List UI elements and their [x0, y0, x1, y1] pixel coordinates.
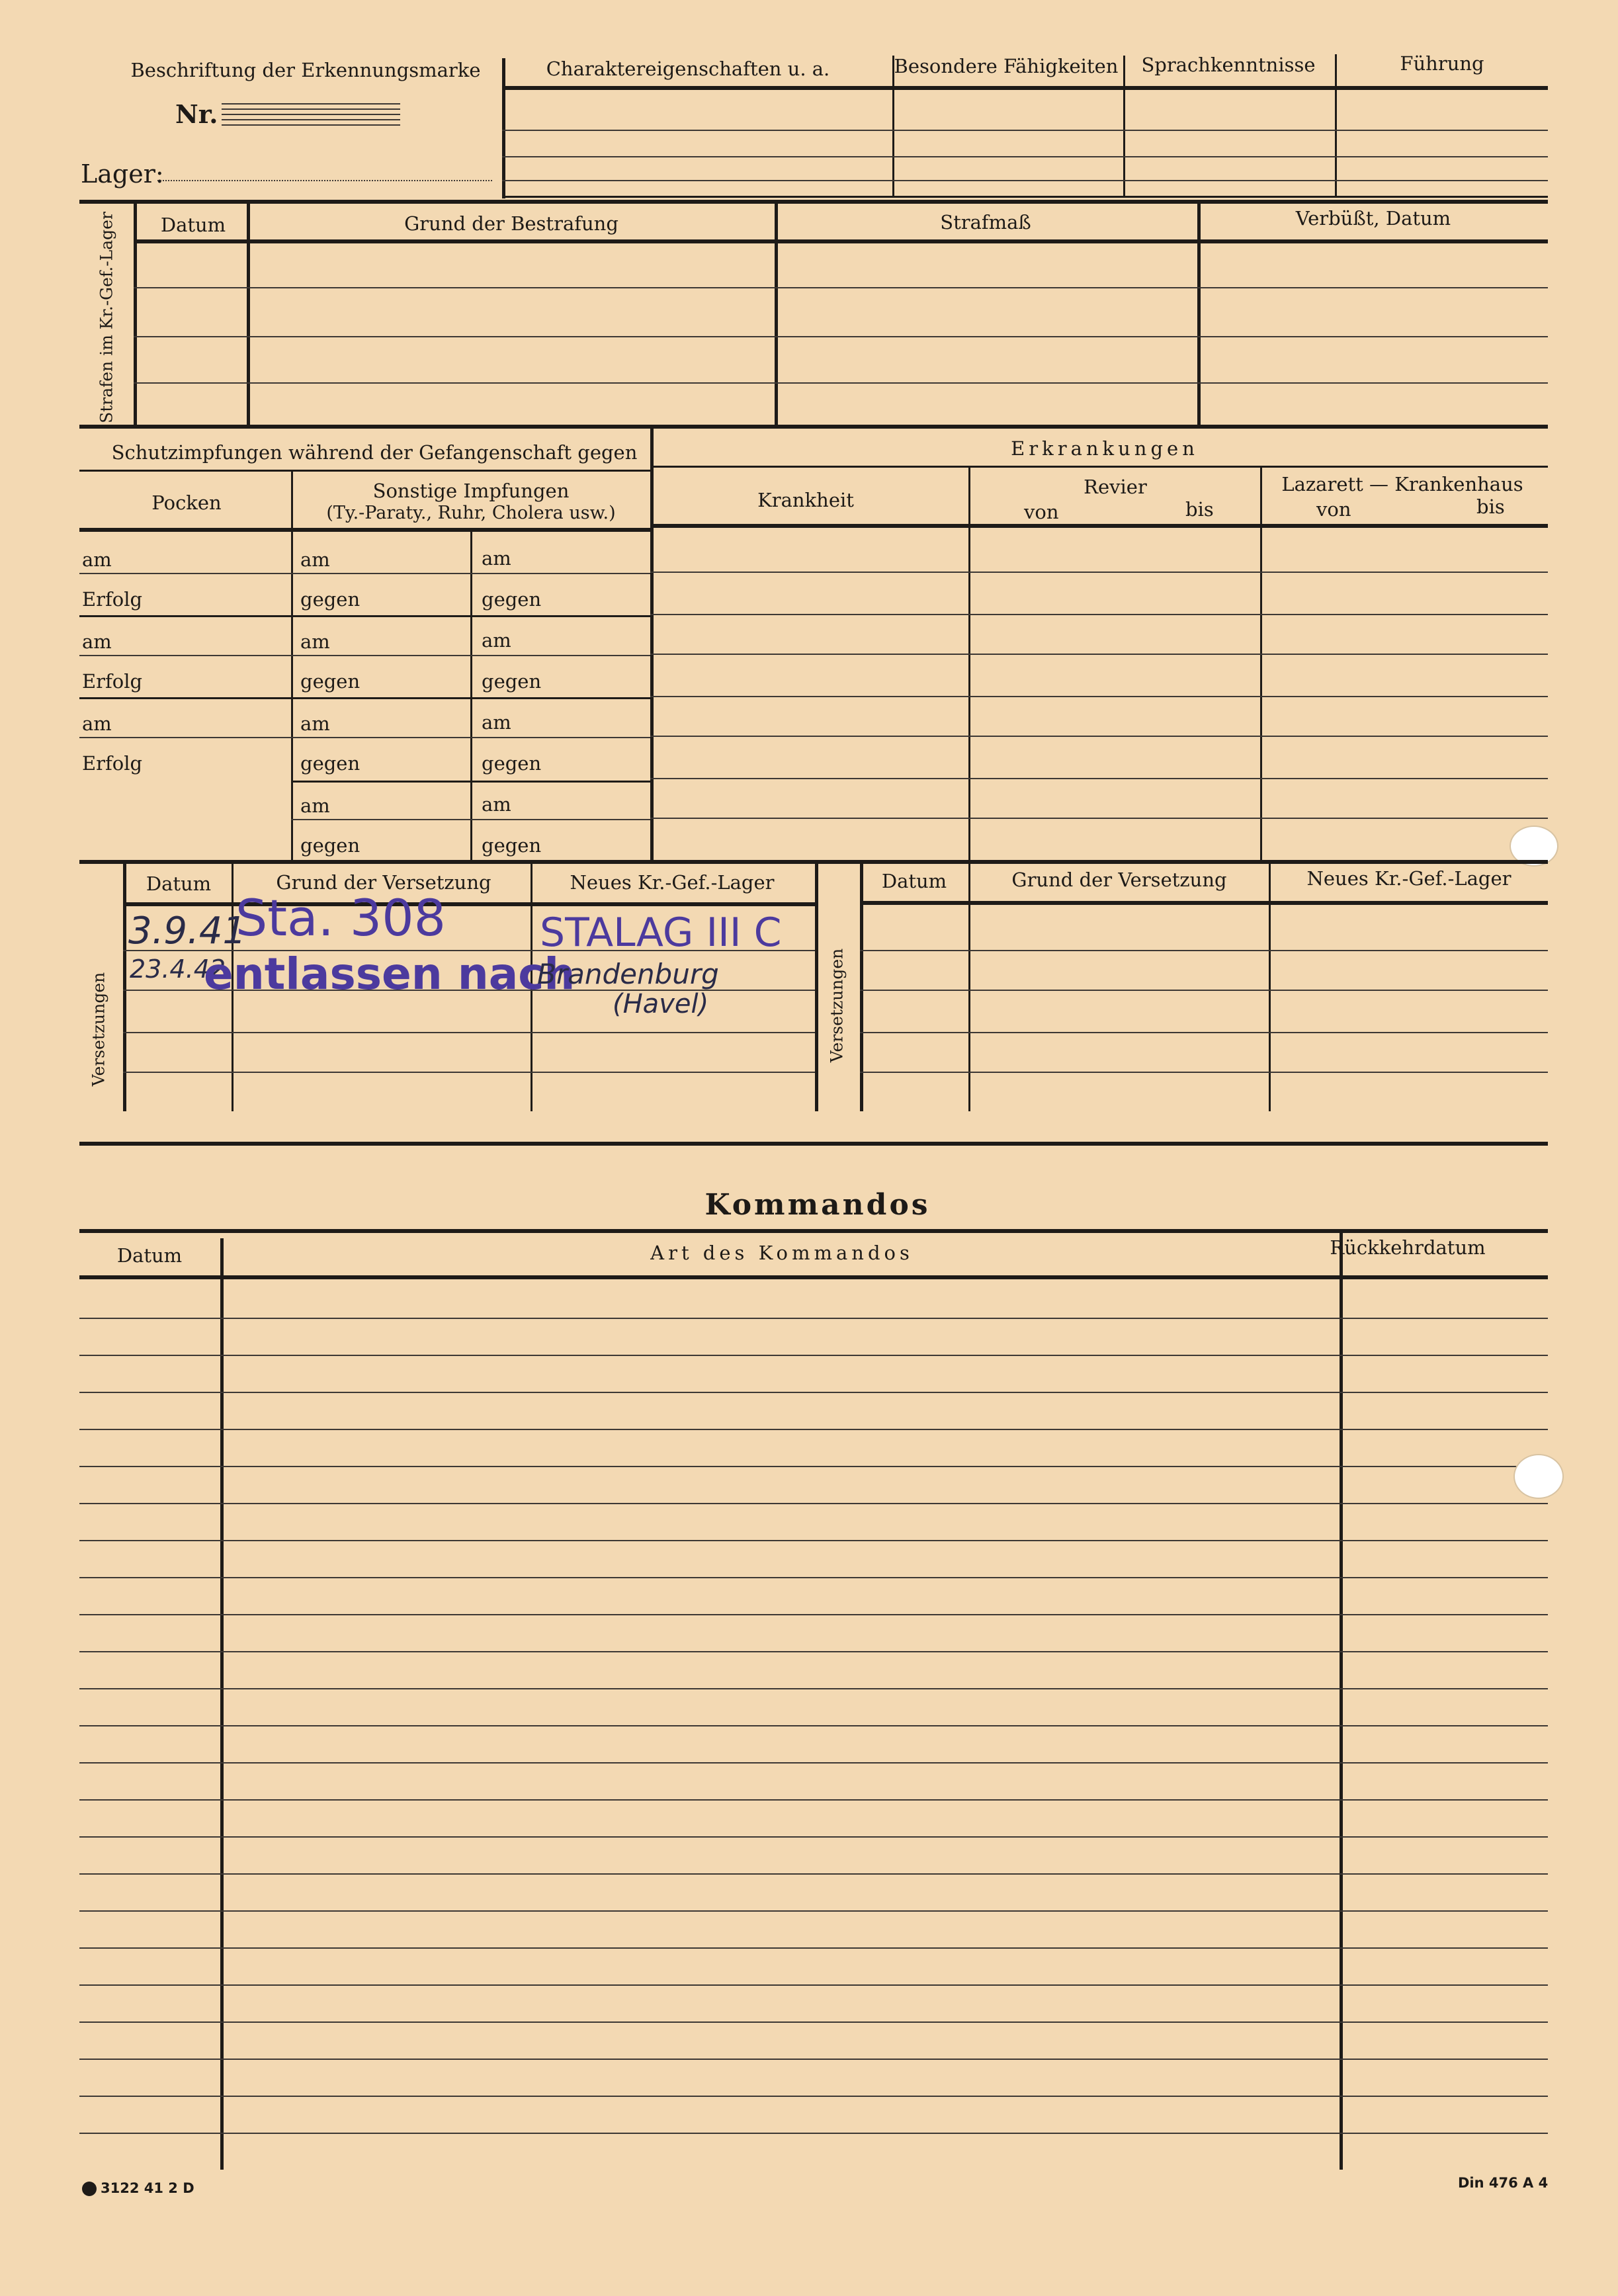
punch-hole-bottom [1515, 1455, 1562, 1498]
handwritten-brandenburg: Brandenburg [537, 958, 719, 990]
kommandos-row-line [79, 1688, 1548, 1689]
footer-code: 3122 41 2 D [82, 2182, 194, 2196]
impf-gegen-4a: gegen [300, 834, 361, 857]
stamp-sta-308: Sta. 308 [235, 888, 446, 947]
impf-gegen-1a: gegen [300, 588, 361, 611]
kommandos-row-line [79, 1466, 1548, 1467]
sonstige-sub-label: (Ty.-Paraty., Ruhr, Cholera usw.) [326, 503, 616, 523]
sprache-label: Sprachkenntnisse [1141, 54, 1316, 76]
versetz-datum-label-1: Datum [146, 872, 212, 895]
pocken-erfolg-1: Erfolg [82, 588, 143, 611]
rueckkehrdatum-label: Rückkehrdatum [1330, 1236, 1486, 1259]
lazarett-bis-label: bis [1476, 495, 1505, 518]
kommandos-row-line [79, 1355, 1548, 1356]
kommandos-row-line [79, 2133, 1548, 2134]
kommandos-row-line [79, 1318, 1548, 1319]
kommandos-row-line [79, 1503, 1548, 1504]
versetz-grund-label-1: Grund der Versetzung [276, 871, 491, 894]
pocken-label: Pocken [151, 491, 222, 514]
kommandos-row-line [79, 1540, 1548, 1541]
versetz-date-1: 3.9.41 [128, 910, 247, 953]
faehigkeiten-label: Besondere Fähigkeiten [894, 55, 1119, 77]
pocken-am-3: am [82, 712, 112, 735]
revier-bis-label: bis [1185, 498, 1214, 521]
kommandos-row-line [79, 1614, 1548, 1615]
kommandos-datum-label: Datum [116, 1244, 183, 1267]
impf-am-2a: am [300, 630, 330, 653]
erkrankungen-title: Erkrankungen [1011, 437, 1199, 460]
kommandos-row-line [79, 1762, 1548, 1764]
grund-bestrafung-label: Grund der Bestrafung [404, 212, 618, 235]
pocken-am-2: am [82, 630, 112, 653]
pocken-erfolg-3: Erfolg [82, 752, 143, 775]
kommandos-row-line [79, 1392, 1548, 1393]
impf-am-1b: am [482, 547, 511, 570]
kommandos-row-line [79, 1651, 1548, 1652]
strafmass-label: Strafmaß [940, 211, 1031, 234]
lager-label: Lager: [81, 159, 164, 189]
impf-am-3a: am [300, 712, 330, 735]
impf-am-1a: am [300, 548, 330, 571]
kommandos-row-line [79, 1799, 1548, 1801]
versetz-datum-label-2: Datum [881, 870, 947, 892]
art-des-kommandos-label: Art des Kommandos [650, 1242, 914, 1264]
stamp-entlassen-nach: entlassen nach [204, 949, 575, 999]
revier-von-label: von [1024, 501, 1059, 523]
impf-gegen-3a: gegen [300, 752, 361, 775]
nr-label: Nr. [175, 99, 218, 129]
impf-am-4a: am [300, 794, 330, 817]
lazarett-von-label: von [1316, 498, 1351, 521]
stamp-stalag: STALAG III C [540, 910, 782, 956]
revier-label: Revier [1084, 476, 1147, 498]
kommandos-row-line [79, 2096, 1548, 2097]
charakter-label: Charaktereigenschaften u. a. [546, 58, 830, 80]
erkennungsmarke-label: Beschriftung der Erkennungsmarke [130, 59, 481, 81]
sonstige-label: Sonstige Impfungen [372, 480, 570, 502]
impf-am-4b: am [482, 793, 511, 816]
kommandos-title: Kommandos [704, 1188, 931, 1222]
impf-gegen-4b: gegen [482, 834, 542, 857]
krankheit-label: Krankheit [757, 489, 854, 511]
impf-gegen-3b: gegen [482, 752, 542, 775]
footer-din: Din 476 A 4 [1458, 2175, 1549, 2191]
kommandos-row-line [79, 2021, 1548, 2023]
kommandos-row-line [79, 1910, 1548, 1912]
printer-mark-icon [82, 2182, 97, 2196]
pocken-erfolg-2: Erfolg [82, 670, 143, 693]
kommandos-row-line [79, 1873, 1548, 1875]
impf-am-2b: am [482, 629, 511, 652]
impf-gegen-2a: gegen [300, 670, 361, 693]
lazarett-label: Lazarett — Krankenhaus [1281, 473, 1523, 495]
kommandos-row-line [79, 2059, 1548, 2060]
versetzungen-side-label-1: Versetzungen [89, 972, 108, 1087]
versetz-lager-label-2: Neues Kr.-Gef.-Lager [1306, 867, 1512, 890]
impf-am-3b: am [482, 711, 511, 734]
kommandos-row-line [79, 1836, 1548, 1838]
kommandos-row-line [79, 1429, 1548, 1430]
versetzungen-side-label-2: Versetzungen [827, 948, 847, 1063]
versetz-date-2: 23.4.42 [130, 955, 226, 984]
strafen-side-label: Strafen im Kr.-Gef.-Lager [97, 212, 116, 423]
versetz-grund-label-2: Grund der Versetzung [1011, 869, 1227, 891]
impf-gegen-1b: gegen [482, 588, 542, 611]
kommandos-row-line [79, 1725, 1548, 1726]
verbuesst-label: Verbüßt, Datum [1295, 207, 1451, 230]
impf-gegen-2b: gegen [482, 670, 542, 693]
kommandos-row-line [79, 1947, 1548, 1949]
impf-title: Schutzimpfungen während der Gefangenschaft gegen [111, 441, 638, 464]
fuehrung-label: Führung [1400, 52, 1484, 75]
strafen-datum-label: Datum [160, 214, 226, 236]
handwritten-havel: (Havel) [613, 989, 709, 1019]
kommandos-row-line [79, 1984, 1548, 1986]
kommandos-row-line [79, 1577, 1548, 1578]
versetz-lager-label-1: Neues Kr.-Gef.-Lager [570, 871, 775, 894]
pocken-am-1: am [82, 548, 112, 571]
